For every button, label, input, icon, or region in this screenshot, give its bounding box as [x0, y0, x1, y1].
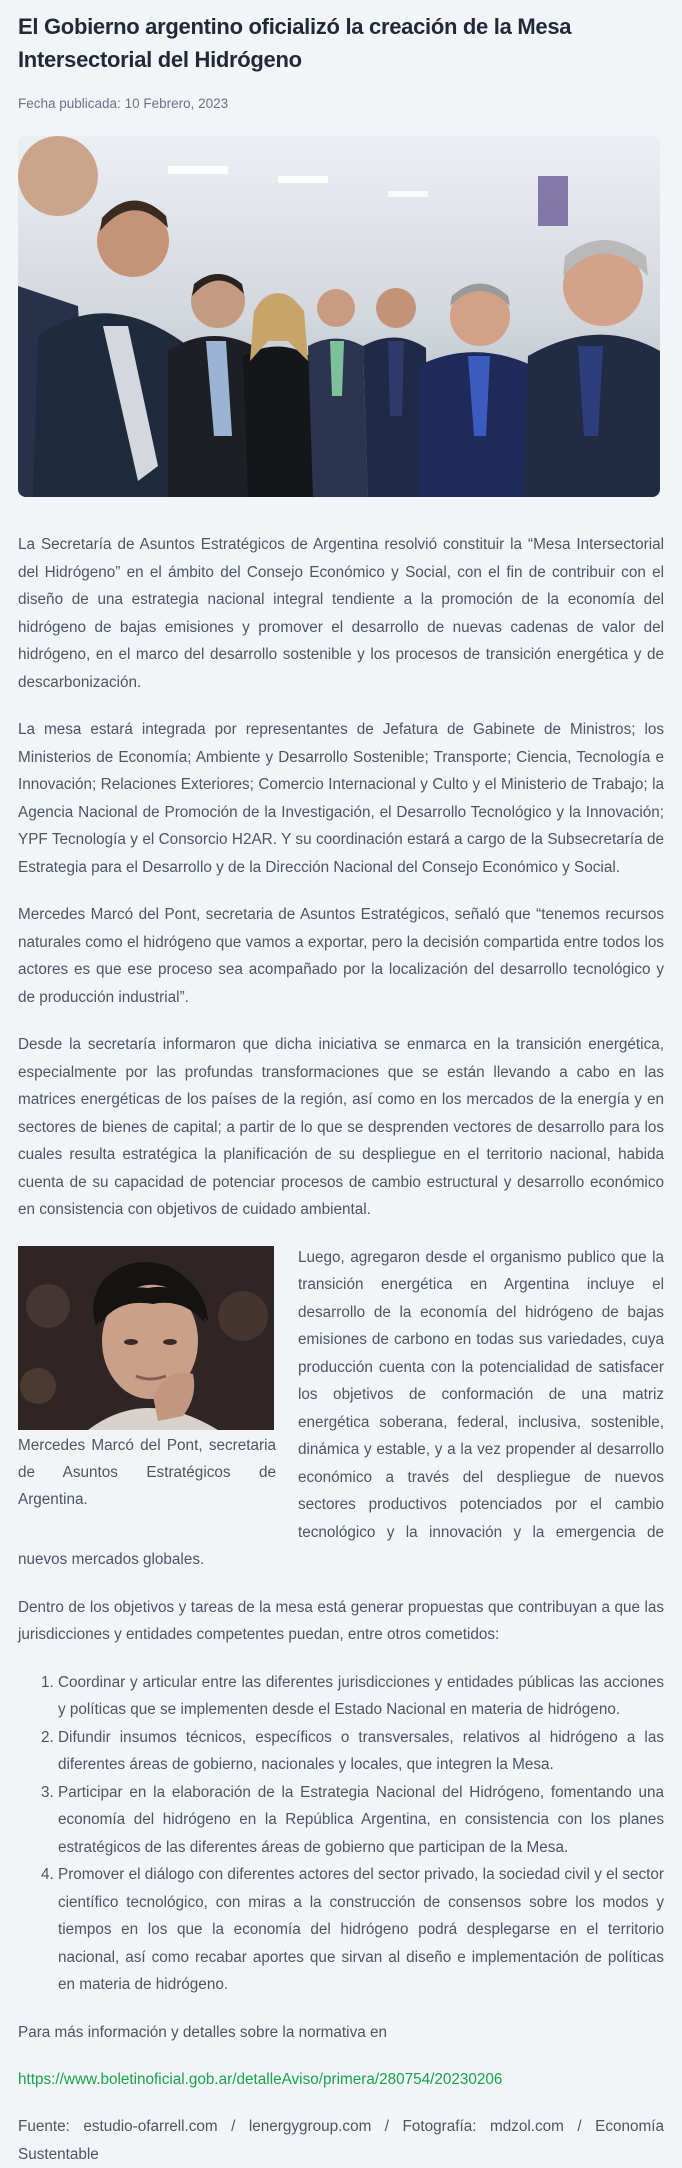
article-body — [18, 531, 664, 2168]
list-item: 4. Promover el diálogo con diferentes actores del sector privado, la sociedad civil y el sector científico tecnológico, con miras a la construcción de consensos sobre los modos y tiempos en los que la economía del hidrógeno podrá desplegarse en el territorio nacional, así como recabar aportes que sirvan al diseño e implementación de políticas en materia de hidrógeno. — [58, 1861, 664, 1999]
portrait-caption: Mercedes Marcó del Pont, secretaria de Asuntos Estratégicos de Argentina. — [18, 1436, 276, 1508]
paragraph-3: Mercedes Marcó del Pont, secretaria de Asuntos Estratégicos, señaló que “tenemos recursos naturales como el hidrógeno que vamos a exportar, pero la decisión compartida entre todos los actores es que ese proceso sea acompañado por la localización del desarrollo tecnológico y de producción industrial”. — [18, 906, 664, 1006]
more-info-text: Para más información y detalles sobre la normativa en — [18, 2023, 388, 2041]
paragraph-5: Luego, agregaron desde el organismo publico que la transición energética en Argentina incluye el desarrollo de la economía del hidrógeno de bajas emisiones de carbono en todas sus variedades, cuya producción cuenta con la potencialidad de satisfacer los objetivos de conformación de una matriz energética soberana, federal, inclusiva, sostenible, dinámica y estable, y a la vez propender al desarrollo económico a través del despliegue de nuevos sectores productivos potenciados por el cambio tecnológico y la innovación y la emergencia de nuevos mercados globales. — [18, 1248, 664, 1568]
boletin-link[interactable]: https://www.boletinoficial.gob.ar/detalleAviso/primera/280754/20230206 — [18, 2071, 503, 2088]
objectives-list — [18, 1669, 664, 1999]
paragraph-objectives: Dentro de los objetivos y tareas de la mesa está generar propuestas que contribuyan a que las jurisdicciones y entidades competentes puedan, entre otros cometidos: — [18, 1598, 664, 1643]
hero-photo — [18, 136, 660, 497]
paragraph-4: Desde la secretaría informaron que dicha iniciativa se enmarca en la transición energética, especialmente por las profundas transformaciones que se están llevando a cabo en las matrices energéticas de los países de la región, así como en los mercados de la energía y en sectores de bienes de capital; a partir de lo que se desprenden vectores de desarrollo para los cuales resulta estratégica la planificación de su despliegue en el territorio nacional, habida cuenta de su capacidad de potenciar procesos de cambio estructural y desarrollo económico en consistencia con objetivos de cuidado ambiental. — [18, 1036, 664, 1218]
article-title: El Gobierno argentino oficializó la creación de la Mesa Intersectorial del Hidrógeno — [18, 14, 572, 72]
list-item: 2. Difundir insumos técnicos, específicos o transversales, relativos al hidrógeno a las diferentes áreas de gobierno, nacionales y locales, que integren la Mesa. — [58, 1724, 664, 1779]
portrait-photo — [18, 1246, 274, 1430]
publish-date: Fecha publicada: 10 Febrero, 2023 — [18, 96, 229, 111]
portrait-figure — [18, 1246, 276, 1513]
paragraph-1: La Secretaría de Asuntos Estratégicos de Argentina resolvió constituir la “Mesa Intersectorial del Hidrógeno” en el ámbito del Consejo Económico y Social, con el fin de contribuir con el diseño de una estrategia nacional integral tendiente a la promoción de la economía del hidrógeno de bajas emisiones y promover el desarrollo de nuevas cadenas de valor del hidrógeno, en el marco del desarrollo sostenible y los procesos de transición energética y de descarbonización. — [18, 536, 664, 691]
list-item: 3. Participar en la elaboración de la Estrategia Nacional del Hidrógeno, fomentando una economía del hidrógeno en la República Argentina, en consistencia con los planes estratégicos de las diferentes áreas de gobierno que participan de la Mesa. — [58, 1779, 664, 1862]
paragraph-2: La mesa estará integrada por representantes de Jefatura de Gabinete de Ministros; los Ministerios de Economía; Ambiente y Desarrollo Sostenible; Transporte; Ciencia, Tecnología e Innovación; Relaciones Exteriores; Comercio Internacional y Culto y el Ministerio de Trabajo; la Agencia Nacional de Promoción de la Investigación, el Desarrollo Tecnológico y la Innovación; YPF Tecnología y el Consorcio H2AR. Y su coordinación estará a cargo de la Subsecretaría de Estrategia para el Desarrollo y de la Dirección Nacional del Consejo Económico y Social. — [18, 721, 664, 876]
source-credits: Fuente: estudio-ofarrell.com / lenergygroup.com / Fotografía: mdzol.com / Economía Sustentable — [18, 2118, 664, 2163]
list-item: 1. Coordinar y articular entre las diferentes jurisdicciones y entidades públicas las acciones y políticas que se implementen desde el Estado Nacional en materia de hidrógeno. — [58, 1669, 664, 1724]
